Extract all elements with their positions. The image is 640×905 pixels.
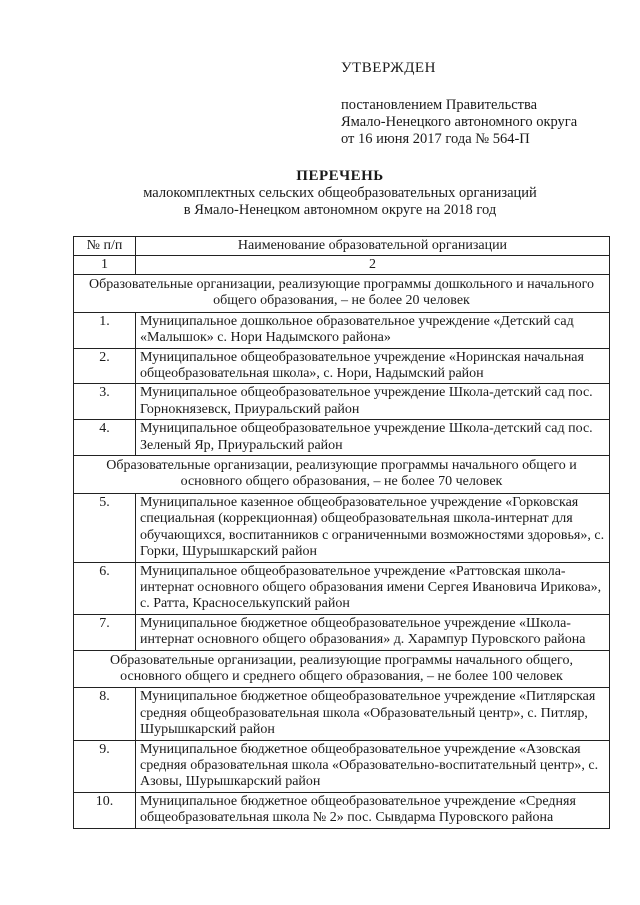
section-title: Образовательные организации, реализующие программы начального общего и основного общего образования, – не более 70 человек [74,456,610,494]
approval-line: Ямало-Ненецкого автономного округа [341,114,578,130]
row-organization-name: Муниципальное общеобразовательное учреждение Школа-детский сад пос. Горнокнязевск, Приуральский район [136,384,610,420]
table-row [74,493,610,562]
table-row [74,614,610,650]
section-title: Образовательные организации, реализующие программы дошкольного и начального общего образования, – не более 20 человек [74,275,610,313]
table-row [74,562,610,614]
approval-line: постановлением Правительства [341,97,538,113]
table-row [74,792,610,828]
row-number: 6. [74,562,136,614]
row-number: 8. [74,688,136,740]
row-number: 3. [74,384,136,420]
table-row [74,688,610,740]
row-number: 9. [74,740,136,792]
row-organization-name: Муниципальное бюджетное общеобразовательное учреждение «Средняя общеобразовательная школа № 2» пос. Сывдарма Пуровского района [136,792,610,828]
approval-block [341,60,621,148]
row-number: 5. [74,493,136,562]
organizations-table [73,236,610,829]
header-number: № п/п [74,237,136,256]
table-row [74,384,610,420]
document-title: ПЕРЕЧЕНЬ [296,168,384,184]
approval-line: от 16 июня 2017 года № 564-П [341,131,530,147]
column-number-2: 2 [136,256,610,275]
table-header-row [74,237,610,256]
approval-title: УТВЕРЖДЕН [341,60,436,76]
row-number: 1. [74,312,136,348]
document-subtitle-line: малокомплектных сельских общеобразовательных организаций [143,185,537,201]
row-organization-name: Муниципальное бюджетное общеобразовательное учреждение «Питлярская средняя общеобразовательная школа «Образовательный центр», с. Питляр, Шурышкарский район [136,688,610,740]
section-title: Образовательные организации, реализующие программы начального общего, основного общего и среднего общего образования, – не более 100 человек [74,650,610,688]
table-row [74,420,610,456]
table-row [74,312,610,348]
table-row [74,348,610,384]
row-organization-name: Муниципальное общеобразовательное учреждение Школа-детский сад пос. Зеленый Яр, Приуральский район [136,420,610,456]
row-organization-name: Муниципальное общеобразовательное учреждение «Раттовская школа-интернат основного общего образования имени Сергея Ивановича Ирикова», с. Ратта, Красноселькупский район [136,562,610,614]
document-subtitle-line: в Ямало-Ненецком автономном округе на 2018 год [183,202,497,218]
section-row [74,650,610,688]
column-number-1: 1 [74,256,136,275]
row-number: 4. [74,420,136,456]
row-organization-name: Муниципальное бюджетное общеобразовательное учреждение «Азовская средняя образовательная школа «Образовательно-воспитательный центр», с. Азовы, Шурышкарский район [136,740,610,792]
row-number: 10. [74,792,136,828]
row-organization-name: Муниципальное казенное общеобразовательное учреждение «Горковская специальная (коррекционная) общеобразовательная школа-интернат для обучающихся, воспитанников с ограниченными возможностями здоровья», с. Горки, Шурышкарский район [136,493,610,562]
row-number: 2. [74,348,136,384]
row-organization-name: Муниципальное общеобразовательное учреждение «Норинская начальная общеобразовательная школа», с. Нори, Надымский район [136,348,610,384]
column-number-row [74,256,610,275]
section-row [74,456,610,494]
table-row [74,740,610,792]
header-name: Наименование образовательной организации [136,237,610,256]
section-row [74,275,610,313]
row-number: 7. [74,614,136,650]
row-organization-name: Муниципальное дошкольное образовательное учреждение «Детский сад «Малышок» с. Нори Надымского района» [136,312,610,348]
row-organization-name: Муниципальное бюджетное общеобразовательное учреждение «Школа-интернат основного общего образования» д. Харампур Пуровского района [136,614,610,650]
document-title-block [70,168,610,219]
